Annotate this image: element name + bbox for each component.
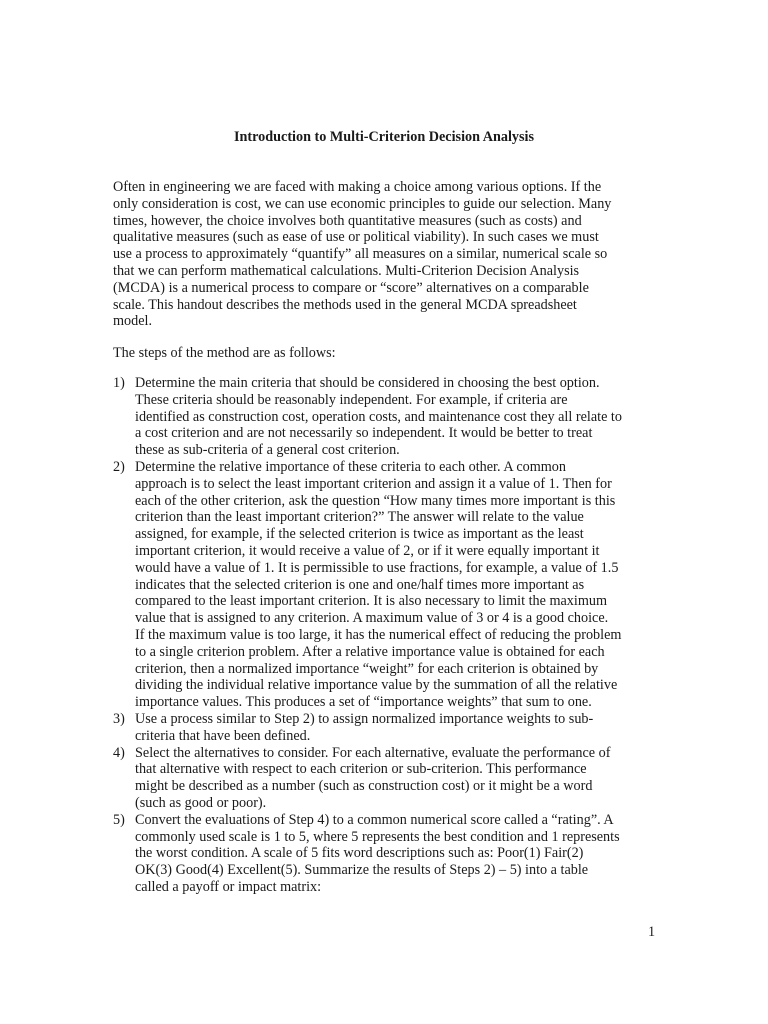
step-line: indicates that the selected criterion is one and one/half times more important as xyxy=(135,576,585,593)
step-number: 5) xyxy=(113,811,125,828)
step-line: these as sub-criteria of a general cost criterion. xyxy=(135,442,400,459)
step-line: identified as construction cost, operation costs, and maintenance cost they all relate to xyxy=(135,408,622,425)
step-line: the worst condition. A scale of 5 fits word descriptions such as: Poor(1) Fair(2) xyxy=(135,845,584,862)
page-number: 1 xyxy=(648,924,656,940)
step-line: assigned, for example, if the selected criterion is twice as important as the least xyxy=(135,526,584,543)
step-item xyxy=(113,711,658,745)
step-line: These criteria should be reasonably independent. For example, if criteria are xyxy=(135,391,568,408)
intro-line: scale. This handout describes the methods used in the general MCDA spreadsheet xyxy=(113,296,577,313)
steps-intro: The steps of the method are as follows: xyxy=(113,345,336,361)
step-line: important criterion, it would receive a value of 2, or if it were equally important it xyxy=(135,542,600,559)
step-item xyxy=(113,375,658,459)
step-line: Use a process similar to Step 2) to assign normalized importance weights to sub- xyxy=(135,710,594,727)
step-line: would have a value of 1. It is permissible to use fractions, for example, a value of 1.5 xyxy=(135,559,619,576)
step-line: compared to the least important criterion. It is also necessary to limit the maximum xyxy=(135,593,608,610)
step-line: might be described as a number (such as construction cost) or it might be a word xyxy=(135,778,593,795)
intro-line: (MCDA) is a numerical process to compare or “score” alternatives on a comparable xyxy=(113,279,589,296)
step-line: If the maximum value is too large, it has the numerical effect of reducing the problem xyxy=(135,626,622,643)
intro-line: qualitative measures (such as ease of use or political viability). In such cases we must xyxy=(113,229,599,246)
step-line: criterion, then a normalized importance “weight” for each criterion is obtained by xyxy=(135,660,599,677)
step-item xyxy=(113,812,658,896)
intro-paragraph xyxy=(113,179,658,330)
intro-line: use a process to approximately “quantify” all measures on a similar, numerical scale so xyxy=(113,246,608,263)
step-line: criterion than the least important criterion?” The answer will relate to the value xyxy=(135,509,584,526)
step-line: Determine the relative importance of these criteria to each other. A common xyxy=(135,458,566,475)
step-item xyxy=(113,459,658,711)
step-number: 1) xyxy=(113,375,125,391)
intro-line: only consideration is cost, we can use economic principles to guide our selection. Many xyxy=(113,195,612,212)
step-line: (such as good or poor). xyxy=(135,794,267,811)
step-line: Select the alternatives to consider. For each alternative, evaluate the performance of xyxy=(135,744,611,761)
step-line: a cost criterion and are not necessarily so independent. It would be better to treat xyxy=(135,425,593,442)
step-line: commonly used scale is 1 to 5, where 5 represents the best condition and 1 represents xyxy=(135,828,620,845)
step-item xyxy=(113,745,658,812)
step-line: importance values. This produces a set of “importance weights” that sum to one. xyxy=(135,694,592,711)
step-number: 4) xyxy=(113,744,125,761)
step-line: OK(3) Good(4) Excellent(5). Summarize the results of Steps 2) – 5) into a table xyxy=(135,862,589,879)
step-number: 2) xyxy=(113,458,125,475)
step-line: value that is assigned to any criterion. A maximum value of 3 or 4 is a good choice. xyxy=(135,610,609,627)
intro-line: times, however, the choice involves both quantitative measures (such as costs) and xyxy=(113,212,582,229)
step-line: dividing the individual relative importance value by the summation of all the relative xyxy=(135,677,618,694)
steps-list xyxy=(113,375,658,896)
step-line: each of the other criterion, ask the question “How many times more important is this xyxy=(135,492,616,509)
intro-line: Often in engineering we are faced with making a choice among various options. If the xyxy=(113,179,602,195)
step-line: to a single criterion problem. After a relative importance value is obtained for each xyxy=(135,643,605,660)
step-line: Determine the main criteria that should be considered in choosing the best option. xyxy=(135,375,600,391)
step-line: criteria that have been defined. xyxy=(135,727,311,744)
document-title: Introduction to Multi-Criterion Decision Analysis xyxy=(233,129,535,145)
intro-line: that we can perform mathematical calculations. Multi-Criterion Decision Analysis xyxy=(113,262,580,279)
step-line: Convert the evaluations of Step 4) to a common numerical score called a “rating”. A xyxy=(135,811,614,828)
step-number: 3) xyxy=(113,710,125,727)
step-line: called a payoff or impact matrix: xyxy=(135,878,322,895)
step-line: that alternative with respect to each criterion or sub-criterion. This performance xyxy=(135,761,587,778)
step-line: approach is to select the least important criterion and assign it a value of 1. Then for xyxy=(135,475,612,492)
intro-line: model. xyxy=(113,313,153,330)
